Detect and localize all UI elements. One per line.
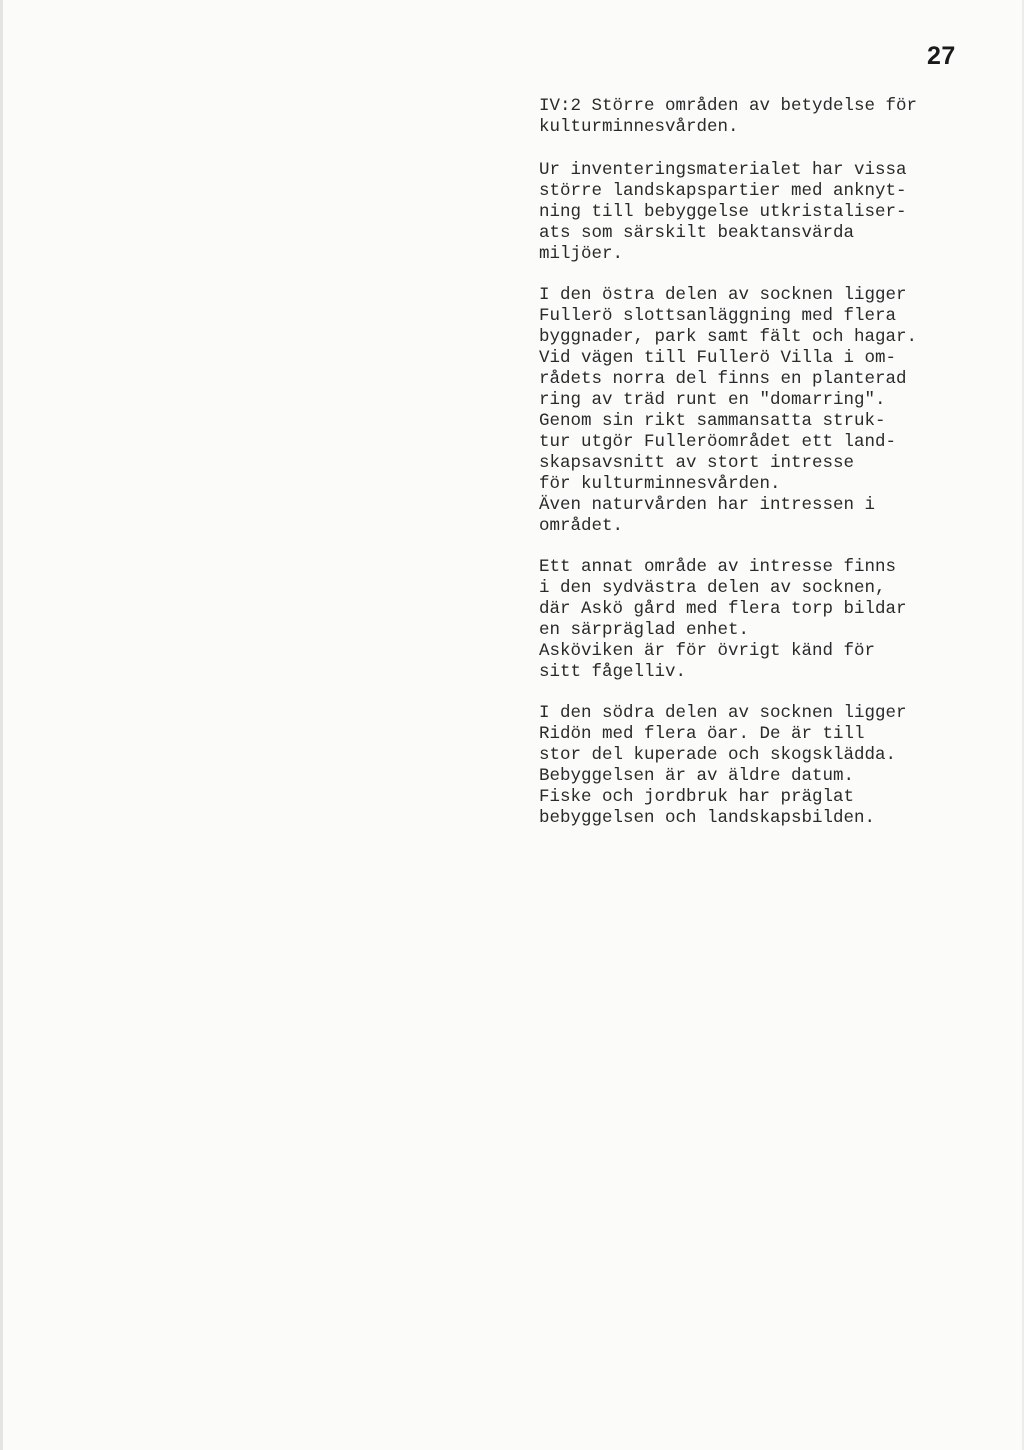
paragraph-1 (539, 160, 1009, 265)
paragraph-line: ring av träd runt en "domarring". (539, 390, 886, 410)
paragraph-line: området. (539, 516, 624, 536)
paragraph-3 (539, 557, 1009, 683)
paragraph-line: Ur inventeringsmaterialet har vissa (539, 160, 907, 180)
paragraph-line: rådets norra del finns en planterad (539, 369, 907, 389)
paragraph-line: sitt fågelliv. (539, 662, 687, 682)
paragraph-line: Vid vägen till Fullerö Villa i om- (539, 348, 897, 368)
paragraph-line: för kulturminnesvården. (539, 474, 781, 494)
paragraph-line: Även naturvården har intressen i (539, 495, 876, 515)
paragraph-line: miljöer. (539, 244, 624, 264)
paragraph-line: stor del kuperade och skogsklädda. (539, 745, 897, 765)
paragraph-line: I den södra delen av socknen ligger (539, 703, 907, 723)
paragraph-line: Fiske och jordbruk har präglat (539, 787, 855, 807)
paragraph-line: ning till bebyggelse utkristaliser- (539, 202, 907, 222)
paragraph-line: bebyggelsen och landskapsbilden. (539, 808, 876, 828)
paragraph-line: Fullerö slottsanläggning med flera (539, 306, 897, 326)
paragraph-line: I den östra delen av socknen ligger (539, 285, 907, 305)
paragraph-line: i den sydvästra delen av socknen, (539, 578, 886, 598)
paragraph-line: Ridön med flera öar. De är till (539, 724, 865, 744)
paragraph-line: Genom sin rikt sammansatta struk- (539, 411, 886, 431)
paragraph-2 (539, 285, 1009, 537)
paragraph-line: ats som särskilt beaktansvärda (539, 223, 855, 243)
paragraph-line: Ett annat område av intresse finns (539, 557, 897, 577)
paragraph-line: skapsavsnitt av stort intresse (539, 453, 855, 473)
section-heading (539, 96, 1009, 138)
paragraph-line: större landskapspartier med anknyt- (539, 181, 907, 201)
heading-line: IV:2 Större områden av betydelse för (539, 96, 918, 116)
paragraph-4 (539, 703, 1009, 829)
paragraph-line: där Askö gård med flera torp bildar (539, 599, 907, 619)
page-edge-left (0, 0, 3, 1450)
paragraph-line: byggnader, park samt fält och hagar. (539, 327, 918, 347)
paragraph-line: Bebyggelsen är av äldre datum. (539, 766, 855, 786)
paragraph-line: Asköviken är för övrigt känd för (539, 641, 876, 661)
paragraph-line: en särpräglad enhet. (539, 620, 750, 640)
paragraph-line: tur utgör Fulleröområdet ett land- (539, 432, 897, 452)
heading-line: kulturminnesvården. (539, 117, 739, 137)
page-number: 27 (927, 42, 956, 70)
